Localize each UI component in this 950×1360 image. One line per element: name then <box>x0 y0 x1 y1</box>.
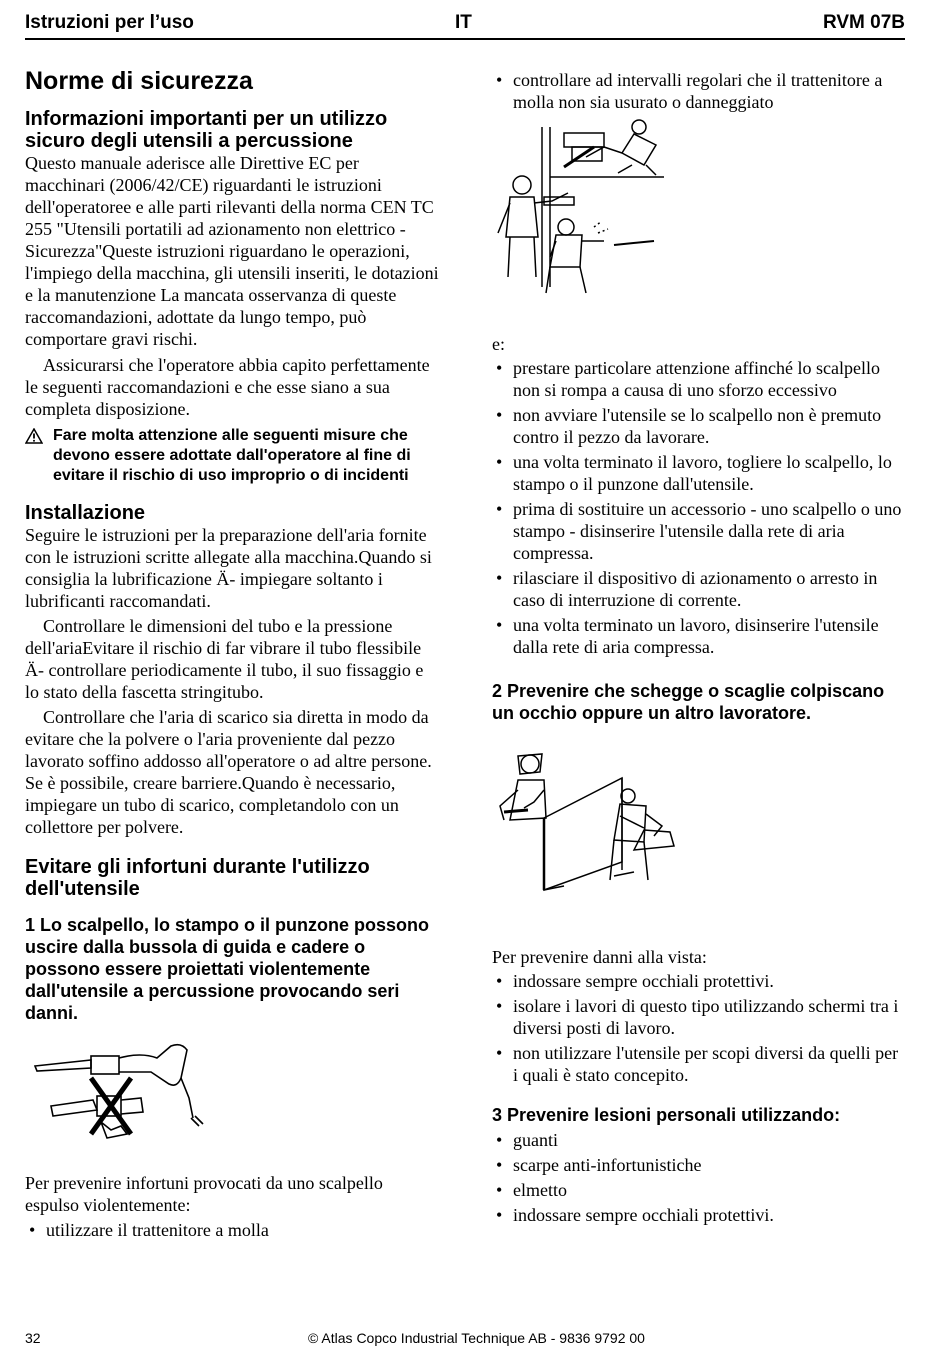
section-heading-installazione: Installazione <box>25 502 146 524</box>
list-item: • elmetto <box>492 1179 907 1201</box>
list-item: • rilasciare il dispositivo di azionamento o arresto in caso di interruzione di corrente. <box>492 567 907 611</box>
chisel-precautions-list <box>492 357 907 658</box>
subheading-scalpello: 1 Lo scalpello, lo stampo o il punzone possono uscire dalla bussola di guida e cadere o possono essere proiettati violentemente dall'utensile a percussione provocando seri danni. <box>25 915 430 1023</box>
page-header <box>25 12 905 40</box>
workers-flying-debris-illustration <box>494 117 684 297</box>
right-column <box>492 69 907 1229</box>
section-heading-evitare: Evitare gli infortuni durante l'utilizzo dell'utensile <box>25 856 370 900</box>
header-language: IT <box>455 12 472 33</box>
page-number: 32 <box>25 1330 41 1346</box>
list-item: • utilizzare il trattenitore a molla <box>25 1219 440 1241</box>
retainer-check-list <box>492 69 907 113</box>
list-item: • controllare ad intervalli regolari che il trattenitore a molla non sia usurato o danneggiato <box>492 69 907 113</box>
warning-triangle-icon <box>25 428 43 444</box>
safety-intro-paragraph: Questo manuale aderisce alle Direttive EC per macchinari (2006/42/CE) riguardanti le istruzioni dell'operatoree e alle parti rilevanti della norma CEN TC 255 "Utensili portatili ad azionamento non elettrico - Sicurezza"Queste istruzioni riguardano le operazioni, l'impiego della macchina, gli utensili inseriti, le dotazioni e la manutenzione La mancata osservanza di queste raccomandazioni, adottate da lungo tempo, può comportare gravi rischi. <box>25 153 439 349</box>
header-model: RVM 07B <box>822 12 905 33</box>
screen-partition-illustration <box>494 750 684 900</box>
page-title: Norme di sicurezza <box>25 67 253 95</box>
installazione-paragraph-1: Seguire le istruzioni per la preparazione dell'aria fornite con le istruzioni scritte allegate alla macchina.Quando si consiglia la lubrificazione Ä- impiegare soltanto i lubrificanti raccomandati. <box>25 525 432 611</box>
installazione-paragraph-3: Controllare che l'aria di scarico sia diretta in modo da evitare che la polvere o l'aria proveniente dal pezzo lavorato soffino addosso all'operatore o ad altre persone. Se è possibile, creare barriere.Quando è necessario, impiegare un tubo di scarico, completandolo con un collettore per polvere. <box>25 707 432 837</box>
list-item: • non utilizzare l'utensile per scopi diversi da quelli per i quali è stato concepito. <box>492 1042 907 1086</box>
ppe-list <box>492 1129 907 1226</box>
section-heading-safety-info: Informazioni importanti per un utilizzo sicuro degli utensili a percussione <box>25 108 388 152</box>
list-item: • isolare i lavori di questo tipo utilizzando schermi tra i diversi posti di lavoro. <box>492 995 907 1039</box>
list-item: • indossare sempre occhiali protettivi. <box>492 1204 907 1226</box>
subheading-lesioni: 3 Prevenire lesioni personali utilizzando: <box>492 1105 841 1125</box>
list-item: • guanti <box>492 1129 907 1151</box>
list-item: • indossare sempre occhiali protettivi. <box>492 970 907 992</box>
warning-text: Fare molta attenzione alle seguenti misure che devono essere adottate dall'operatore al fine di evitare il rischio di uso improprio o di incidenti <box>53 427 411 484</box>
eye-protection-list <box>492 970 907 1086</box>
list-item: • una volta terminato il lavoro, togliere lo scalpello, lo stampo o il punzone dall'utensile. <box>492 451 907 495</box>
chisel-ejection-paragraph: Per prevenire infortuni provocati da uno scalpello espulso violentemente: <box>25 1173 383 1215</box>
list-item: • scarpe anti-infortunistiche <box>492 1154 907 1176</box>
list-item: • non avviare l'utensile se lo scalpello non è premuto contro il pezzo da lavorare. <box>492 404 907 448</box>
chisel-retainer-illustration <box>31 1038 231 1148</box>
warning-note <box>25 426 440 486</box>
list-item: • prima di sostituire un accessorio - uno scalpello o uno stampo - disinserire l'utensile dalla rete di aria compressa. <box>492 498 907 564</box>
e-label: e: <box>492 334 505 354</box>
chisel-ejection-list <box>25 1219 440 1241</box>
list-item: • prestare particolare attenzione affinché lo scalpello non si rompa a causa di uno sforzo eccessivo <box>492 357 907 401</box>
list-item: • una volta terminato un lavoro, disinserire l'utensile dalla rete di aria compressa. <box>492 614 907 658</box>
left-column <box>25 64 440 1244</box>
eye-protection-paragraph: Per prevenire danni alla vista: <box>492 947 707 967</box>
copyright-text: © Atlas Copco Industrial Technique AB - 9836 9792 00 <box>308 1330 645 1346</box>
subheading-schegge: 2 Prevenire che schegge o scaglie colpiscano un occhio oppure un altro lavoratore. <box>492 681 885 723</box>
installazione-paragraph-2: Controllare le dimensioni del tubo e la pressione dell'ariaEvitare il rischio di far vibrare il tubo flessibile Ä- controllare periodicamente il tubo, il suo fissaggio e lo stato della fascetta stringitubo. <box>25 616 424 702</box>
safety-operator-paragraph: Assicurarsi che l'operatore abbia capito perfettamente le seguenti raccomandazioni e che esse siano a sua completa disposizione. <box>25 355 430 419</box>
header-doc-type: Istruzioni per l’uso <box>25 12 194 33</box>
